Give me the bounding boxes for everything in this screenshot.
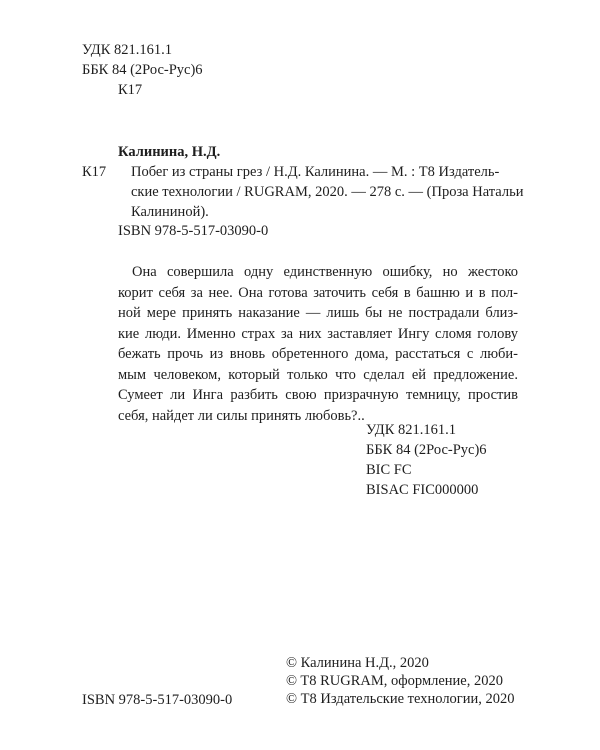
- annotation-line: себя, найдет ли силы принять любовь?..: [118, 407, 365, 424]
- bib-line: Калининой).: [131, 204, 209, 220]
- footer-isbn: ISBN 978-5-517-03090-0: [82, 692, 233, 708]
- bibliographic-description: [131, 162, 524, 222]
- copyright-line: © Калинина Н.Д., 2020: [286, 655, 429, 671]
- record-author: Калинина, Н.Д.: [118, 144, 221, 160]
- classification-udk: УДК 821.161.1: [366, 422, 456, 438]
- copyright-block: [286, 654, 515, 708]
- annotation-line: корит себя за нее. Она готова заточить себя в башню и в пол-: [118, 284, 518, 301]
- bib-line: Побег из страны грез / Н.Д. Калинина. — М. : Т8 Издатель-: [131, 164, 500, 180]
- header-udk: УДК 821.161.1: [82, 42, 172, 58]
- annotation-line: бежать прочь из вновь обретенного дома, расстаться с люби-: [118, 346, 518, 362]
- annotation-line: ной мере принять наказание — лишь бы не пострадали близ-: [118, 305, 518, 321]
- classification-block: [366, 420, 487, 500]
- annotation-line: Сумеет ли Инга разбить свою призрачную темницу, простив: [118, 387, 518, 403]
- bib-line: ские технологии / RUGRAM, 2020. — 278 с. — (Проза Натальи: [131, 184, 524, 200]
- annotation-line: мым человеком, который только что сделал ей предложение.: [118, 366, 518, 383]
- classification-bbk: ББК 84 (2Рос-Рус)6: [366, 442, 487, 458]
- header-author-sign: К17: [118, 82, 143, 98]
- annotation-paragraph: [118, 262, 518, 426]
- record-isbn: ISBN 978-5-517-03090-0: [118, 223, 269, 239]
- classification-bisac: BISAC FIC000000: [366, 482, 479, 498]
- annotation-line: кие люди. Именно страх за них заставляет Ингу сломя голову: [118, 325, 518, 342]
- record-card-code: К17: [82, 164, 107, 180]
- classification-bic: BIC FC: [366, 462, 412, 478]
- header-bbk: ББК 84 (2Рос-Рус)6: [82, 62, 203, 78]
- copyright-line: © Т8 Издательские технологии, 2020: [286, 691, 515, 707]
- copyright-line: © T8 RUGRAM, оформление, 2020: [286, 673, 503, 689]
- annotation-line: Она совершила одну единственную ошибку, но жестоко: [132, 264, 518, 280]
